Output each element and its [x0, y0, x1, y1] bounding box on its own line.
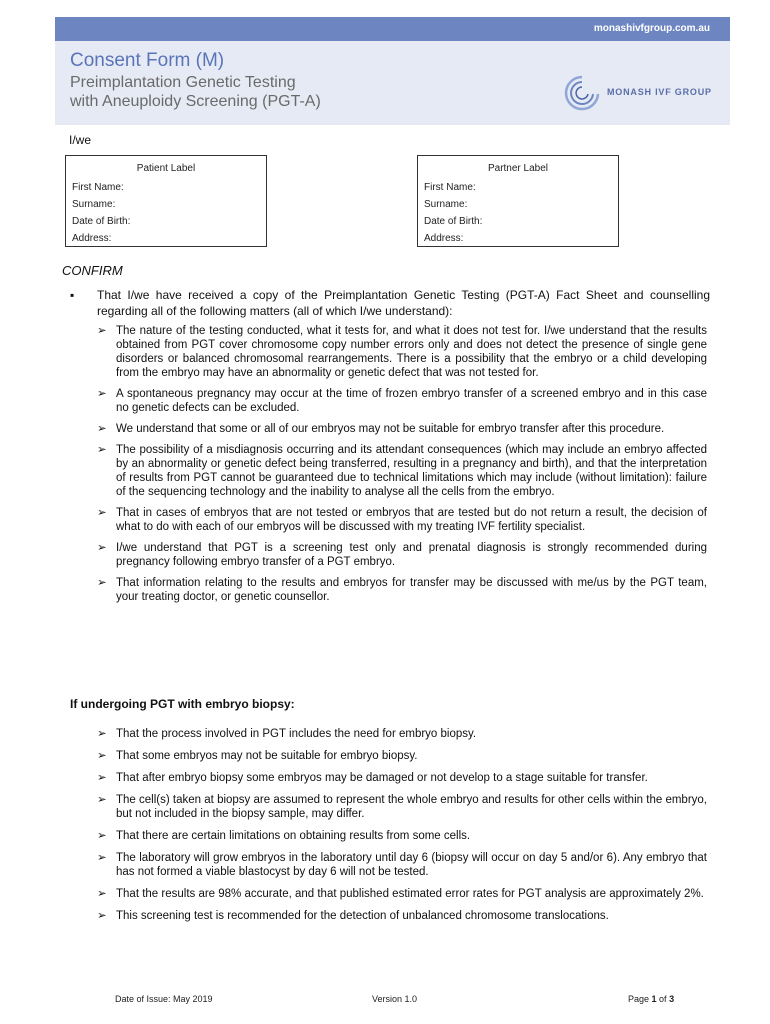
- logo-wordmark: MONASH IVF GROUP: [607, 87, 712, 97]
- arrow-bullet-icon: ➢: [97, 750, 107, 762]
- list-item-text: We understand that some or all of our embryos may not be suitable for embryo transfer after this procedure.: [116, 423, 665, 435]
- list-item: [97, 793, 707, 821]
- list-item: [97, 387, 707, 415]
- iwe-label: I/we: [69, 133, 92, 147]
- arrow-bullet-icon: ➢: [97, 910, 107, 922]
- list-item: [97, 771, 707, 785]
- form-subtitle-line1: Preimplantation Genetic Testing: [70, 74, 296, 91]
- website-url[interactable]: monashivfgroup.com.au: [593, 23, 710, 34]
- arrow-bullet-icon: ➢: [97, 772, 107, 784]
- list-item: [97, 851, 707, 879]
- list-item-text: That after embryo biopsy some embryos may be damaged or not develop to a stage suitable for transfer.: [116, 772, 648, 784]
- partner-address-field[interactable]: Address:: [424, 233, 464, 244]
- list-item-text: This screening test is recommended for the detection of unbalanced chromosome translocations.: [116, 910, 609, 922]
- list-item: [97, 506, 707, 534]
- list-item: [97, 576, 707, 604]
- monash-logo-icon: [562, 74, 602, 112]
- arrow-bullet-icon: ➢: [97, 444, 107, 456]
- list-item: [97, 324, 707, 380]
- arrow-bullet-icon: ➢: [97, 794, 107, 806]
- partner-label-box: [417, 155, 619, 247]
- header-top-bar: [55, 17, 730, 41]
- page-current: 1: [651, 994, 657, 1004]
- list-item: [97, 443, 707, 499]
- partner-dob-field[interactable]: Date of Birth:: [424, 216, 483, 227]
- list-item: [97, 829, 707, 843]
- patient-label-box: [65, 155, 267, 247]
- partner-surname-field[interactable]: Surname:: [424, 199, 468, 210]
- footer-version: Version 1.0: [372, 994, 418, 1004]
- arrow-bullet-icon: ➢: [97, 830, 107, 842]
- list-item-text: That some embryos may not be suitable for embryo biopsy.: [116, 750, 418, 762]
- arrow-bullet-icon: ➢: [97, 728, 107, 740]
- patient-first-name-field[interactable]: First Name:: [72, 182, 124, 193]
- square-bullet-icon: ▪: [70, 288, 75, 302]
- list-item-text: That the process involved in PGT includes the need for embryo biopsy.: [116, 728, 477, 740]
- arrow-bullet-icon: ➢: [97, 542, 107, 554]
- list-item: [97, 887, 707, 901]
- confirm-heading: CONFIRM: [62, 263, 123, 278]
- arrow-bullet-icon: ➢: [97, 423, 107, 435]
- footer-date: Date of Issue: May 2019: [115, 994, 213, 1004]
- list-item: [97, 749, 707, 763]
- list-item: [97, 909, 707, 923]
- arrow-bullet-icon: ➢: [97, 888, 107, 900]
- header-band: [55, 41, 730, 125]
- arrow-bullet-icon: ➢: [97, 388, 107, 400]
- list-item-text: That in cases of embryos that are not tested or embryos that are tested but do not return a result, the decision of what to do with each of our embryos will be discussed with my treating IVF fertility specialist.: [116, 507, 707, 533]
- patient-surname-field[interactable]: Surname:: [72, 199, 116, 210]
- list-item-text: The laboratory will grow embryos in the laboratory until day 6 (biopsy will occur on day 5 and/or 6). Any embryo that has not formed a viable blastocyst by day 6 will not be tested.: [116, 852, 707, 878]
- page-total: 3: [669, 994, 675, 1004]
- list-item-text: The possibility of a misdiagnosis occurring and its attendant consequences (which may include an embryo affected by an abnormality or genetic defect being transferred, resulting in a pregnancy and birth), and that the interpretation of results from PGT cannot be guaranteed due to technical limitations which may include (without limitation): failure of the sequencing technology and the inability to analyse all the cells from the embryo.: [116, 444, 707, 498]
- partner-first-name-field[interactable]: First Name:: [424, 182, 476, 193]
- list-item-text: The nature of the testing conducted, what it tests for, and what it does not test for. I/we understand that the results obtained from PGT cover chromosome copy number errors only and does not detect the presence of single gene disorders or balanced chromosomal rearrangements. There is a possibility that the embryo or a child developing from the embryo may have an abnormality or genetic defect that was not tested for.: [116, 325, 707, 379]
- arrow-bullet-icon: ➢: [97, 852, 107, 864]
- arrow-bullet-icon: ➢: [97, 507, 107, 519]
- biopsy-heading: If undergoing PGT with embryo biopsy:: [70, 697, 295, 711]
- list-item-text: I/we understand that PGT is a screening test only and prenatal diagnosis is strongly recommended during pregnancy following embryo transfer of a PGT embryo.: [116, 542, 707, 568]
- page-prefix: Page: [628, 994, 652, 1004]
- partner-label-title: Partner Label: [487, 163, 549, 174]
- footer-page-number: [628, 994, 674, 1004]
- biopsy-list: [97, 727, 707, 931]
- list-item: [97, 541, 707, 569]
- patient-label-title: Patient Label: [136, 163, 196, 174]
- list-item-text: That there are certain limitations on obtaining results from some cells.: [116, 830, 471, 842]
- confirm-list: [97, 324, 707, 611]
- list-item-text: That information relating to the results and embryos for transfer may be discussed with me/us by the PGT team, your treating doctor, or genetic counsellor.: [116, 577, 707, 603]
- form-subtitle-line2: with Aneuploidy Screening (PGT-A): [70, 93, 321, 110]
- arrow-bullet-icon: ➢: [97, 325, 107, 337]
- confirm-bullet-text: That I/we have received a copy of the Preimplantation Genetic Testing (PGT-A) Fact Sheet and counselling regarding all of the following matters (all of which I/we understand):: [97, 288, 710, 318]
- form-title: Consent Form (M): [70, 50, 225, 71]
- confirm-bullet: [70, 287, 710, 319]
- list-item-text: The cell(s) taken at biopsy are assumed to represent the whole embryo and results for other cells within the embryo, but not included in the biopsy sample, may differ.: [116, 794, 707, 820]
- patient-dob-field[interactable]: Date of Birth:: [72, 216, 131, 227]
- list-item: [97, 727, 707, 741]
- list-item-text: That the results are 98% accurate, and that published estimated error rates for PGT analysis are approximately 2%.: [116, 888, 704, 900]
- list-item: [97, 422, 707, 436]
- list-item-text: A spontaneous pregnancy may occur at the time of frozen embryo transfer of a screened embryo and in this case no genetic defects can be excluded.: [116, 388, 707, 414]
- patient-address-field[interactable]: Address:: [72, 233, 112, 244]
- arrow-bullet-icon: ➢: [97, 577, 107, 589]
- page-of: of: [656, 994, 670, 1004]
